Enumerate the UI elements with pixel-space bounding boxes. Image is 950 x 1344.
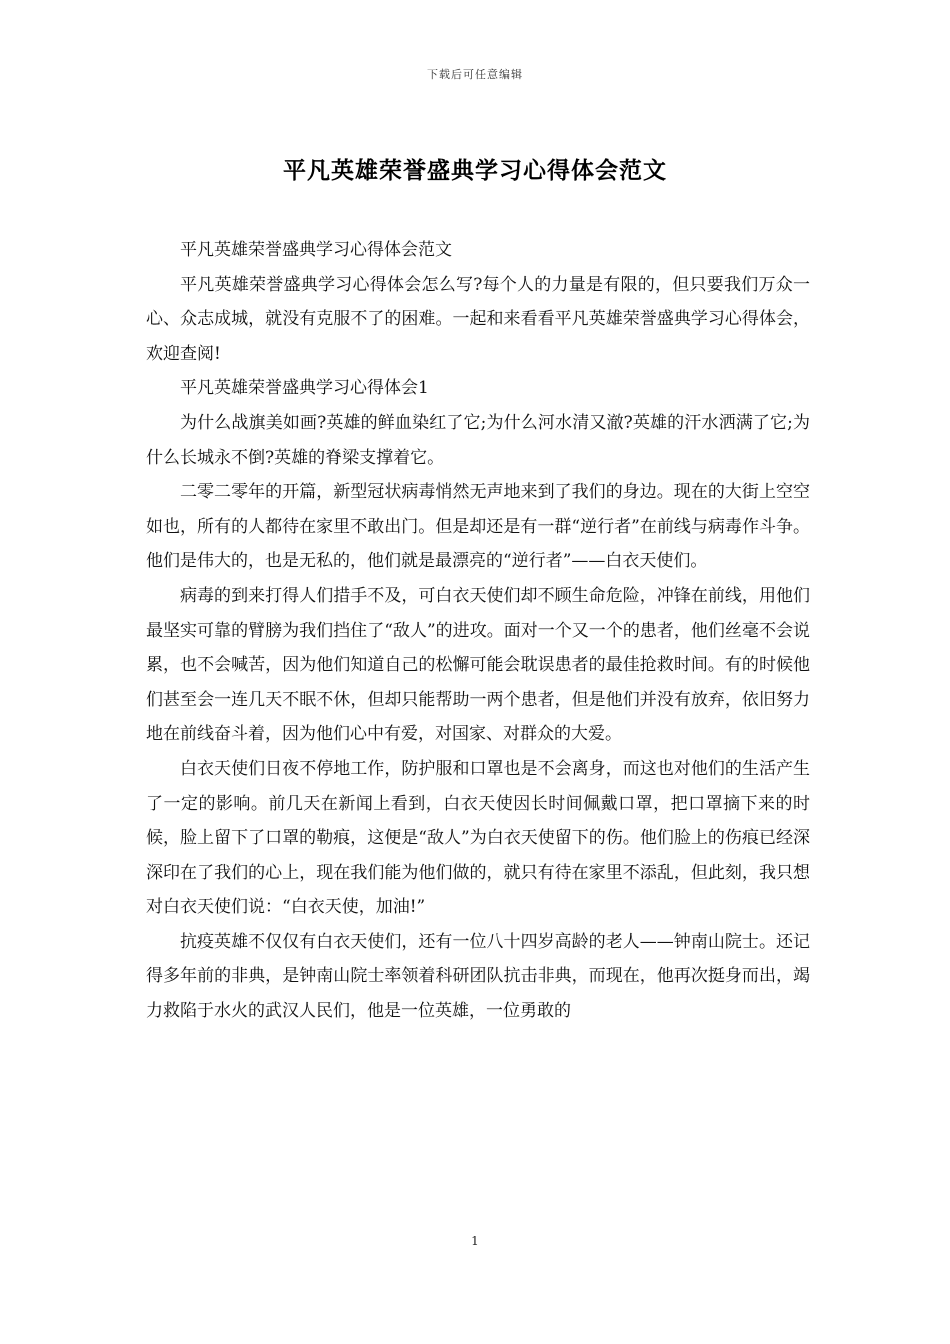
paragraph: 病毒的到来打得人们措手不及，可白衣天使们却不顾生命危险，冲锋在前线，用他们最坚实可靠的臂膀为我们挡住了“敌人”的进攻。面对一个又一个的患者，他们丝毫不会说累，也不会喊苦，因为他们知道自己的松懈可能会耽误患者的最佳抢救时间。有的时候他们甚至会一连几天不眠不休，但却只能帮助一两个患者，但是他们并没有放弃，依旧努力地在前线奋斗着，因为他们心中有爱，对国家、对群众的大爱。 xyxy=(146,585,810,745)
document-title: 平凡英雄荣誉盛典学习心得体会范文 xyxy=(283,157,667,184)
paragraph: 二零二零年的开篇，新型冠状病毒悄然无声地来到了我们的身边。现在的大街上空空如也，所有的人都待在家里不敢出门。但是却还是有一群“逆行者”在前线与病毒作斗争。他们是伟大的，也是无私的，他们就是最漂亮的“逆行者”——白衣天使们。 xyxy=(146,482,810,572)
header-note: 下载后可任意编辑 xyxy=(427,68,523,81)
paragraph: 平凡英雄荣誉盛典学习心得体会范文 xyxy=(180,240,452,260)
paragraph: 为什么战旗美如画?英雄的鲜血染红了它;为什么河水清又澈?英雄的汗水洒满了它;为什么长城永不倒?英雄的脊梁支撑着它。 xyxy=(146,412,810,468)
paragraph: 平凡英雄荣誉盛典学习心得体会1 xyxy=(180,378,429,399)
paragraph: 平凡英雄荣誉盛典学习心得体会怎么写?每个人的力量是有限的，但只要我们万众一心、众志成城，就没有克服不了的困难。一起和来看看平凡英雄荣誉盛典学习心得体会，欢迎查阅! xyxy=(146,274,810,364)
paragraph: 抗疫英雄不仅仅有白衣天使们，还有一位八十四岁高龄的老人——钟南山院士。还记得多年前的非典，是钟南山院士率领着科研团队抗击非典，而现在，他再次挺身而出，竭力救陷于水火的武汉人民们，他是一位英雄，一位勇敢的 xyxy=(146,931,810,1022)
document-body xyxy=(146,233,810,1029)
paragraph: 白衣天使们日夜不停地工作，防护服和口罩也是不会离身，而这也对他们的生活产生了一定的影响。前几天在新闻上看到，白衣天使因长时间佩戴口罩，把口罩摘下来的时候，脸上留下了口罩的勒痕，这便是“敌人”为白衣天使留下的伤。他们脸上的伤痕已经深深印在了我们的心上，现在我们能为他们做的，就只有待在家里不添乱，但此刻，我只想对白衣天使们说：“白衣天使，加油!” xyxy=(146,758,810,918)
page-number: 1 xyxy=(471,1234,479,1248)
